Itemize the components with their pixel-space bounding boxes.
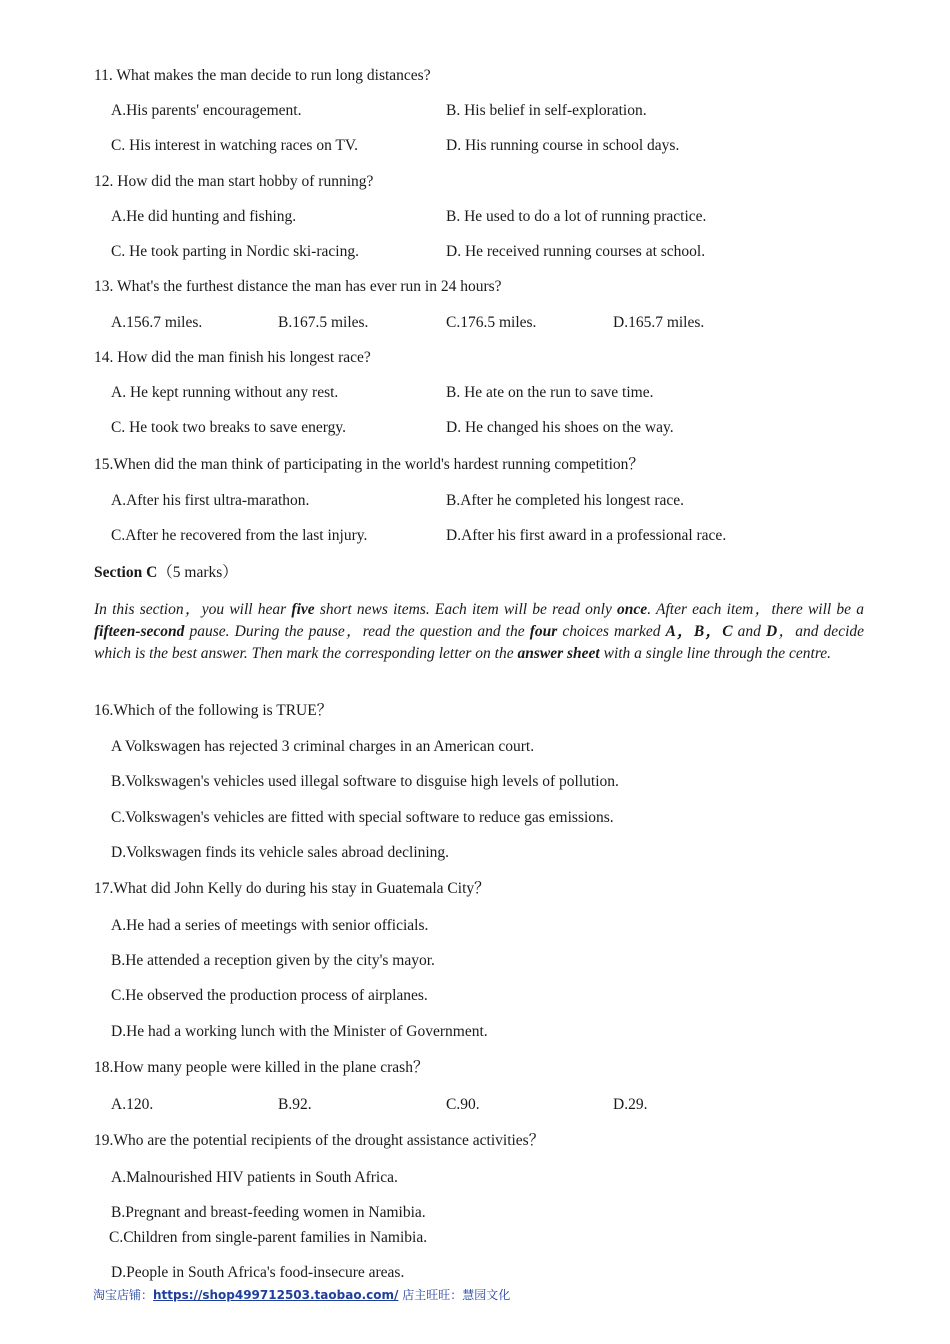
option-15a: A.After his first ultra-marathon. xyxy=(111,492,310,509)
option-17c: C.He observed the production process of airplanes. xyxy=(111,987,428,1004)
instr-text: . After each item，there will be a xyxy=(647,601,864,618)
option-11c: C. His interest in watching races on TV. xyxy=(111,137,358,154)
question-13: 13. What's the furthest distance the man has ever run in 24 hours? xyxy=(94,278,502,295)
option-15b: B.After he completed his longest race. xyxy=(446,492,685,509)
instr-text: pause. During the pause，read the question and the xyxy=(184,623,530,640)
section-c-instructions xyxy=(94,599,864,665)
instr-bold: fifteen-second xyxy=(94,623,185,640)
question-11: 11. What makes the man decide to run long distances? xyxy=(94,67,431,84)
footer-shop-label: 淘宝店铺： xyxy=(93,1288,154,1302)
option-19c: C.Children from single-parent families in Namibia. xyxy=(109,1229,428,1246)
option-16b: B.Volkswagen's vehicles used illegal software to disguise high levels of pollution. xyxy=(111,773,619,790)
instr-text: with a single line through the centre. xyxy=(599,645,832,662)
option-18b: B.92. xyxy=(278,1096,312,1113)
option-18c: C.90. xyxy=(446,1096,480,1113)
question-16: 16.Which of the following is TRUE？ xyxy=(94,702,333,719)
instr-bold: four xyxy=(529,623,558,640)
option-19a: A.Malnourished HIV patients in South Africa. xyxy=(111,1169,398,1186)
option-17a: A.He had a series of meetings with senior officials. xyxy=(111,917,429,934)
option-14b: B. He ate on the run to save time. xyxy=(446,384,654,401)
option-12b: B. He used to do a lot of running practice. xyxy=(446,208,707,225)
footer-shop-link[interactable]: https://shop499712503.taobao.com/ xyxy=(153,1288,399,1302)
footer xyxy=(93,1286,510,1303)
instr-text: choices marked xyxy=(557,623,666,640)
footer-owner: 店主旺旺：慧园文化 xyxy=(398,1288,511,1302)
option-11d: D. His running course in school days. xyxy=(446,137,680,154)
option-19b: B.Pregnant and breast-feeding women in Namibia. xyxy=(111,1204,426,1221)
option-11b: B. His belief in self-exploration. xyxy=(446,102,647,119)
question-17: 17.What did John Kelly do during his stay in Guatemala City？ xyxy=(94,880,490,897)
instr-bold: answer sheet xyxy=(517,645,600,662)
option-12c: C. He took parting in Nordic ski-racing. xyxy=(111,243,359,260)
instr-bold: D xyxy=(766,623,778,640)
option-12d: D. He received running courses at school. xyxy=(446,243,706,260)
option-18d: D.29. xyxy=(613,1096,648,1113)
section-c-marks: （5 marks） xyxy=(157,564,238,581)
option-16c: C.Volkswagen's vehicles are fitted with special software to reduce gas emissions. xyxy=(111,809,614,826)
instr-text: In this section，you will hear xyxy=(94,601,292,618)
option-17d: D.He had a working lunch with the Minister of Government. xyxy=(111,1023,488,1040)
section-c-title: Section C xyxy=(94,564,158,581)
option-13a: A.156.7 miles. xyxy=(111,314,203,331)
option-13c: C.176.5 miles. xyxy=(446,314,537,331)
question-19: 19.Who are the potential recipients of the drought assistance activities？ xyxy=(94,1132,545,1149)
option-16a: A Volkswagen has rejected 3 criminal charges in an American court. xyxy=(111,738,535,755)
section-c-heading xyxy=(94,563,238,583)
option-16d: D.Volkswagen finds its vehicle sales abroad declining. xyxy=(111,844,450,861)
option-13b: B.167.5 miles. xyxy=(278,314,369,331)
instr-text: and xyxy=(732,623,767,640)
instr-bold: five xyxy=(291,601,315,618)
question-14: 14. How did the man finish his longest race? xyxy=(94,349,371,366)
option-13d: D.165.7 miles. xyxy=(613,314,705,331)
option-11a: A.His parents' encouragement. xyxy=(111,102,302,119)
instr-text: short news items. Each item will be read only xyxy=(314,601,618,618)
instr-bold: A，B，C xyxy=(665,623,733,640)
option-15c: C.After he recovered from the last injury. xyxy=(111,527,368,544)
question-18: 18.How many people were killed in the plane crash？ xyxy=(94,1059,429,1076)
instr-bold: once xyxy=(617,601,648,618)
option-19d: D.People in South Africa's food-insecure areas. xyxy=(111,1264,405,1281)
option-14c: C. He took two breaks to save energy. xyxy=(111,419,347,436)
option-15d: D.After his first award in a professional race. xyxy=(446,527,727,544)
option-14d: D. He changed his shoes on the way. xyxy=(446,419,674,436)
option-18a: A.120. xyxy=(111,1096,154,1113)
option-14a: A. He kept running without any rest. xyxy=(111,384,339,401)
option-12a: A.He did hunting and fishing. xyxy=(111,208,297,225)
question-12: 12. How did the man start hobby of running? xyxy=(94,173,374,190)
option-17b: B.He attended a reception given by the city's mayor. xyxy=(111,952,435,969)
instr-text: ，and decide which is the best answer. Then mark the corresponding letter on the xyxy=(94,623,865,662)
question-15: 15.When did the man think of participating in the world's hardest running competition？ xyxy=(94,456,644,473)
